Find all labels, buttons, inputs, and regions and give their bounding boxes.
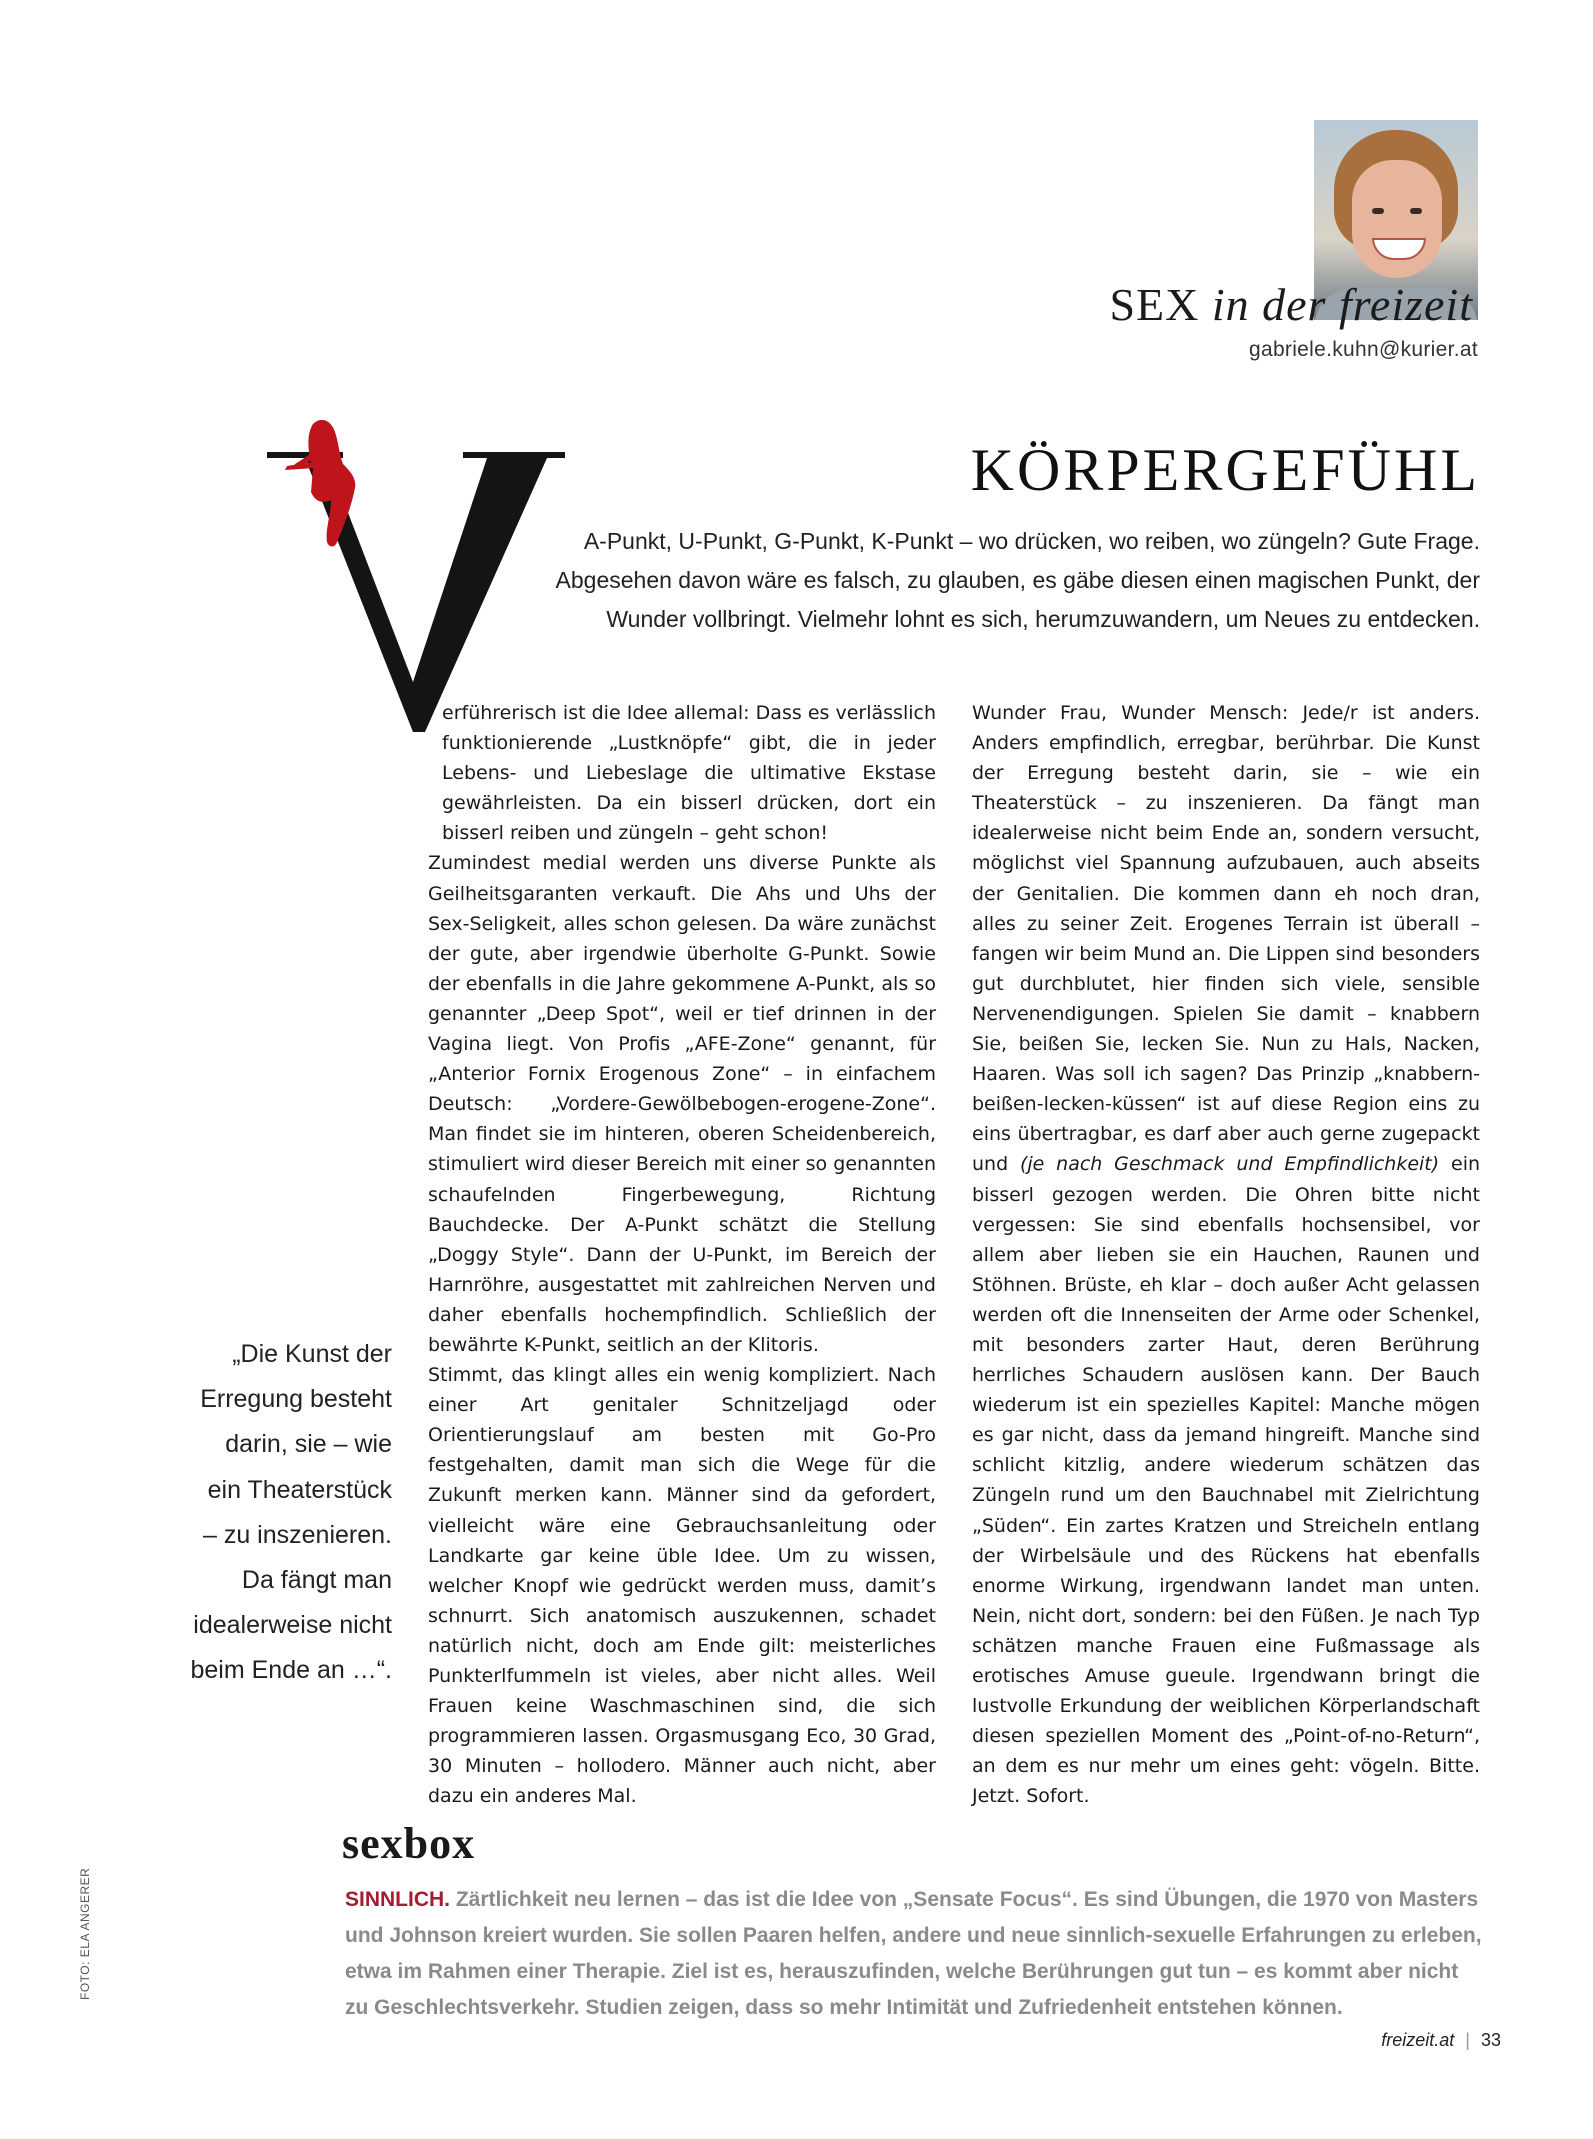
column-title-main: SEX: [1109, 279, 1200, 330]
sexbox-label: SINNLICH.: [345, 1888, 450, 1911]
sexbox-text: [345, 1882, 1485, 2026]
col2-paragraph-1: [972, 698, 1480, 1811]
col2-text-b: ein bisserl gezogen werden. Die Ohren bitte nicht vergessen: Sie sind ebenfalls hochsensibel, vor allem aber lieben sie ein Hauchen, Raunen und Stöhnen. Brüste, eh klar – doch außer Acht gelassen werden oft die Innenseiten der Arme oder Schenkel, mit besonders zarter Haut, deren Berührung herrliches Schaudern auslösen kann. Der Bauch wiederum ist ein spezielles Kapitel: Manche mögen es gar nicht, dass da jemand hingreift. Manche sind schlicht kitzlig, andere wiederum schätzen das Züngeln rund um den Bauchnabel mit Zielrichtung „Süden“. Ein zartes Kratzen und Streicheln entlang der Wirbelsäule und des Rückens hat ebenfalls enorme Wirkung, irgendwann landet man unten. Nein, nicht dort, sondern: bei den Füßen. Je nach Typ schätzen manche Frauen eine Fußmassage als erotisches Amuse gueule. Irgendwann bringt die lustvolle Erkundung der weiblichen Körperlandschaft diesen speziellen Moment des „Point-of-no-Return“, an dem es nur mehr um eines geht: vögeln. Bitte. Jetzt. Sofort.: [972, 1153, 1481, 1808]
author-email[interactable]: gabriele.kuhn@kurier.at: [1248, 338, 1478, 361]
col1-paragraph-3: Stimmt, das klingt alles ein wenig kompliziert. Nach einer Art genitaler Schnitzeljagd oder Orientierungslauf am besten mit Go-Pro festgehalten, damit man sich die Wege für die Zukunft merken kann. Männer sind da gefordert, vielleicht wäre eine Gebrauchsanleitung oder Landkarte gar keine üble Idee. Um zu wissen, welcher Knopf wie gedrückt werden muss, damit’s schnurrt. Sich anatomisch auszukennen, schadet natürlich nicht, doch am Ende gilt: meisterliches Punkterlfummeln ist vieles, aber nicht alles. Weil Frauen keine Waschmaschinen sind, die sich programmieren lassen. Orgasmusgang Eco, 30 Grad, 30 Minuten – hollodero. Männer auch nicht, aber dazu ein anderes Mal.: [428, 1364, 936, 1808]
article-column-1: [428, 698, 936, 1811]
sexbox-body: Zärtlichkeit neu lernen – das ist die Idee von „Sensate Focus“. Es sind Übungen, die 1970 von Masters und Johnson kreiert wurden. Sie sollen Paaren helfen, andere und neue sinnlich-sexuelle Erfahrungen zu erleben, etwa im Rahmen einer Therapie. Ziel ist es, herauszufinden, welche Berührungen gut tun – es kommt aber nicht zu Geschlechtsverkehr. Studien zeigen, dass so mehr Intimität und Zufriedenheit entstehen können.: [345, 1888, 1482, 2019]
column-title-italic: in der freizeit: [1211, 279, 1473, 330]
col2-text-italic: (je nach Geschmack und Empfindlichkeit): [1019, 1153, 1440, 1176]
article-lead: A-Punkt, U-Punkt, G-Punkt, K-Punkt – wo drücken, wo reiben, wo züngeln? Gute Frage. Abgesehen davon wäre es falsch, zu glauben, es gäbe diesen einen magischen Punkt, der Wunder vollbringt. Vielmehr lohnt es sich, herumzuwandern, um Neues zu entdecken.: [555, 528, 1480, 632]
sexbox-title: sexbox: [342, 1819, 476, 1868]
page-number: 33: [1480, 2030, 1501, 2050]
page-footer: [1381, 2030, 1501, 2051]
column-title: [1109, 278, 1473, 331]
pull-quote: „Die Kunst der Erregung besteht darin, sie – wie ein Theaterstück – zu inszenieren. Da fängt man idealerweise nicht beim Ende an …“.: [190, 1340, 392, 1685]
footer-separator: |: [1465, 2030, 1470, 2050]
photo-credit: FOTO: ELA ANGERER: [78, 1867, 92, 2000]
col1-paragraph-1: erführerisch ist die Idee allemal: Dass es verlässlich funktionierende „Lustknöpfe“ gibt, die in jeder Lebens- und Liebeslage die ultimative Ekstase gewährleisten. Da ein bisserl drücken, dort ein bisserl reiben und züngeln – geht schon!: [442, 702, 936, 845]
article-column-2: [972, 698, 1480, 1811]
col1-paragraph-2: Zumindest medial werden uns diverse Punkte als Geilheitsgaranten verkauft. Die Ahs und Uhs der Sex-Seligkeit, alles schon gelesen. Da wäre zunächst der gute, aber irgendwie überholte G-Punkt. Sowie der ebenfalls in die Jahre gekommene A-Punkt, als so genannter „Deep Spot“, weil er tief drinnen in der Vagina liegt. Von Profis „AFE-Zone“ genannt, für „Anterior Fornix Erogenous Zone“ – in einfachem Deutsch: „Vordere-Gewölbebogen-erogene-Zone“. Man findet sie im hinteren, oberen Scheidenbereich, stimuliert wird dieser Bereich mit einer so genannten schaufelnden Fingerbewegung, Richtung Bauchdecke. Der A-Punkt schätzt die Stellung „Doggy Style“. Dann der U-Punkt, im Bereich der Harnröhre, ausgestattet mit zahlreichen Nerven und daher ebenfalls hochempfindlich. Schließlich der bewährte K-Punkt, seitlich an der Klitoris.: [428, 852, 936, 1356]
footer-site[interactable]: freizeit.at: [1381, 2030, 1455, 2050]
col2-text-a: Wunder Frau, Wunder Mensch: Jede/r ist anders. Anders empfindlich, erregbar, berührbar. Die Kunst der Erregung besteht darin, sie – wie ein Theaterstück – zu inszenieren. Da fängt man idealerweise nicht beim Ende an, sondern versucht, möglichst viel Spannung aufzubauen, auch abseits der Genitalien. Die kommen dann eh noch dran, alles zu seiner Zeit. Erogenes Terrain ist überall – fangen wir beim Mund an. Die Lippen sind besonders gut durchblutet, hier finden sich viele, sensible Nervenendigungen. Spielen Sie damit – knabbern Sie, beißen Sie, lecken Sie. Nun zu Hals, Nacken, Haaren. Was soll ich sagen? Das Prinzip „knabbern-beißen-lecken-küssen“ ist auf diese Region eins zu eins übertragbar, es darf aber auch gerne zugepackt und: [972, 702, 1480, 1176]
article-headline: KÖRPERGEFÜHL: [970, 437, 1480, 503]
dropcap-v: [265, 420, 565, 740]
